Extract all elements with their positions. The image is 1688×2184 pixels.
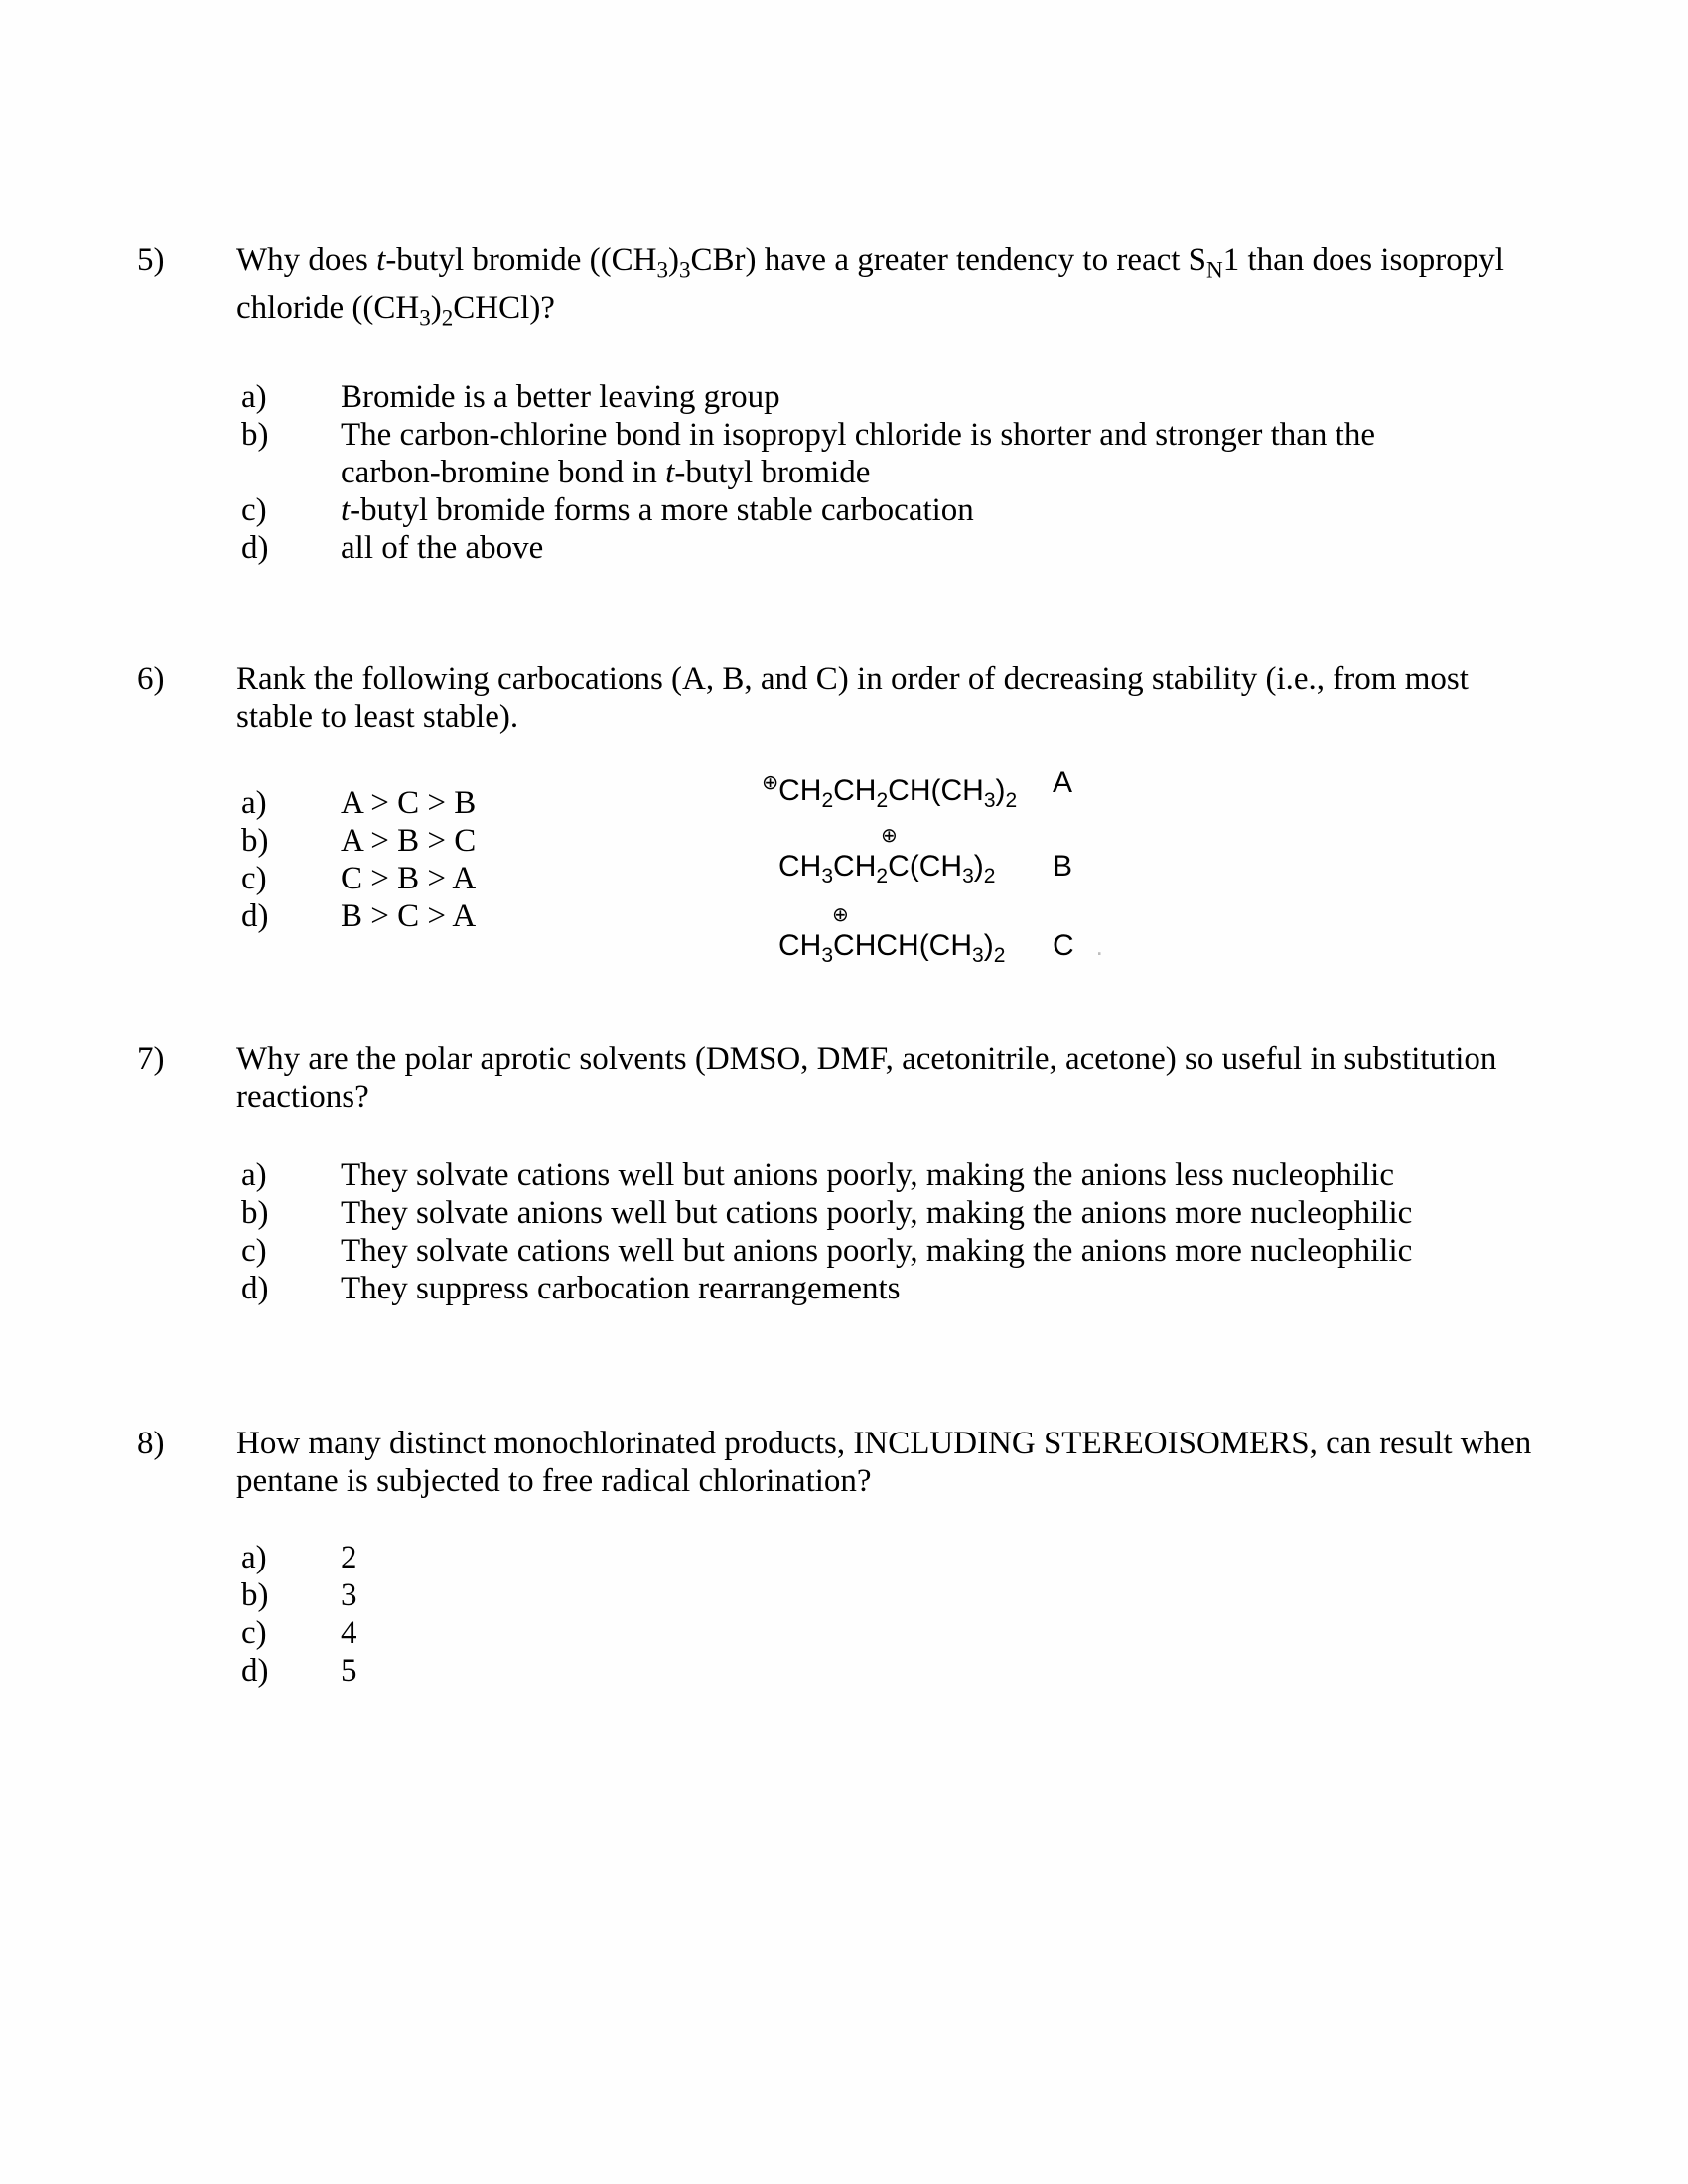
question-number: 8) [137, 1426, 165, 1461]
choice-letter: a) [241, 1540, 267, 1575]
carbocation-structures [762, 764, 1103, 975]
structure-c [762, 903, 1103, 975]
positive-charge-icon: ⊕ [832, 904, 849, 926]
choice-letter: c) [241, 492, 267, 529]
choice-text: They solvate cations well but anions poorly, making the anions less nucleophilic [341, 1158, 1394, 1193]
question-number: 6) [137, 661, 165, 697]
structure-b [762, 824, 1103, 895]
choice-letter: b) [241, 417, 269, 454]
choice-letter: a) [241, 1158, 267, 1193]
question-body [236, 1040, 1557, 1307]
structure-label: A [1053, 766, 1073, 799]
choices-list [241, 1539, 1557, 1690]
choice-text: 4 [341, 1615, 357, 1651]
choice-letter: d) [241, 1271, 269, 1306]
choice-text: A > B > C [341, 823, 477, 859]
choices-list [241, 378, 1557, 567]
choice-letter: a) [241, 785, 267, 821]
question-6 [137, 660, 1557, 967]
choice-text: B > C > A [341, 898, 477, 934]
question-5 [137, 241, 1557, 567]
question-text: How many distinct monochlorinated products, INCLUDING STEREOISOMERS, can result when pentane is subjected to free radical chlorination? [236, 1426, 1532, 1499]
choice-text: They suppress carbocation rearrangements [341, 1271, 901, 1306]
choice-letter: b) [241, 823, 269, 859]
question-text: Why are the polar aprotic solvents (DMSO, DMF, acetonitrile, acetone) so useful in substitution reactions? [236, 1041, 1497, 1115]
choice-text: 2 [341, 1540, 357, 1575]
choice-letter: d) [241, 530, 269, 567]
choice-row-b [241, 1194, 1557, 1232]
choice-row-c [241, 1232, 1557, 1270]
choice-row-d [241, 1652, 1557, 1690]
choice-row-b [241, 416, 1557, 491]
choice-row-c [241, 1614, 1557, 1652]
choice-row-d [241, 1270, 1557, 1307]
choice-row-a [241, 1539, 1557, 1576]
question-number: 7) [137, 1041, 165, 1077]
choice-row-d [241, 529, 1557, 567]
choice-text: 5 [341, 1653, 357, 1689]
structure-label: C . [1053, 929, 1103, 962]
choice-text: A > C > B [341, 785, 477, 821]
choice-row-c [241, 491, 1557, 529]
question-number: 5) [137, 242, 165, 278]
choice-row-a [241, 378, 1557, 416]
choice-text: They solvate cations well but anions poorly, making the anions more nucleophilic [341, 1233, 1413, 1269]
question-8 [137, 1425, 1557, 1690]
choice-text: They solvate anions well but cations poorly, making the anions more nucleophilic [341, 1195, 1413, 1231]
choice-row-a [241, 1157, 1557, 1194]
choice-letter: c) [241, 861, 267, 896]
choice-text: 3 [341, 1577, 357, 1613]
choice-letter: b) [241, 1195, 269, 1231]
question-text: Why does t-butyl bromide $((CH_3)_3CBr)$ have a greater tendency to react $S_N1$ than does isopropyl chloride $((CH_3)_2CHCl)$? [236, 242, 1504, 331]
stray-dot: . [1095, 931, 1103, 961]
choice-text: C > B > A [341, 861, 477, 896]
structure-formula: $^\oplus CH_2CH_2CH(CH_3)_2$ [762, 772, 1018, 812]
choice-text: The carbon-chlorine bond in isopropyl chloride is shorter and stronger than the carbon-bromine bond in t-butyl bromide [341, 417, 1375, 491]
choice-row-b [241, 1576, 1557, 1614]
choice-letter: c) [241, 1233, 267, 1269]
question-body [236, 1425, 1557, 1690]
question-body [236, 241, 1557, 567]
structure-label: B [1053, 850, 1073, 883]
structure-formula: $CH_3CHCH(CH_3)_2$ [778, 929, 1006, 967]
question-text: Rank the following carbocations (A, B, and C) in order of decreasing stability (i.e., from most stable to least stable). [236, 661, 1469, 735]
positive-charge-icon: ⊕ [881, 825, 898, 847]
choice-text: all of the above [341, 530, 544, 567]
choice-letter: d) [241, 898, 269, 934]
choice-letter: c) [241, 1615, 267, 1651]
choices-list [241, 1157, 1557, 1307]
choice-letter: a) [241, 379, 267, 416]
choice-text: t-butyl bromide forms a more stable carbocation [341, 492, 974, 529]
choice-letter: b) [241, 1577, 269, 1613]
choice-letter: d) [241, 1653, 269, 1689]
structure-formula: $CH_3CH_2C(CH_3)_2$ [778, 850, 996, 887]
choice-text: Bromide is a better leaving group [341, 379, 780, 416]
question-7 [137, 1040, 1557, 1307]
structure-a [762, 764, 1103, 820]
